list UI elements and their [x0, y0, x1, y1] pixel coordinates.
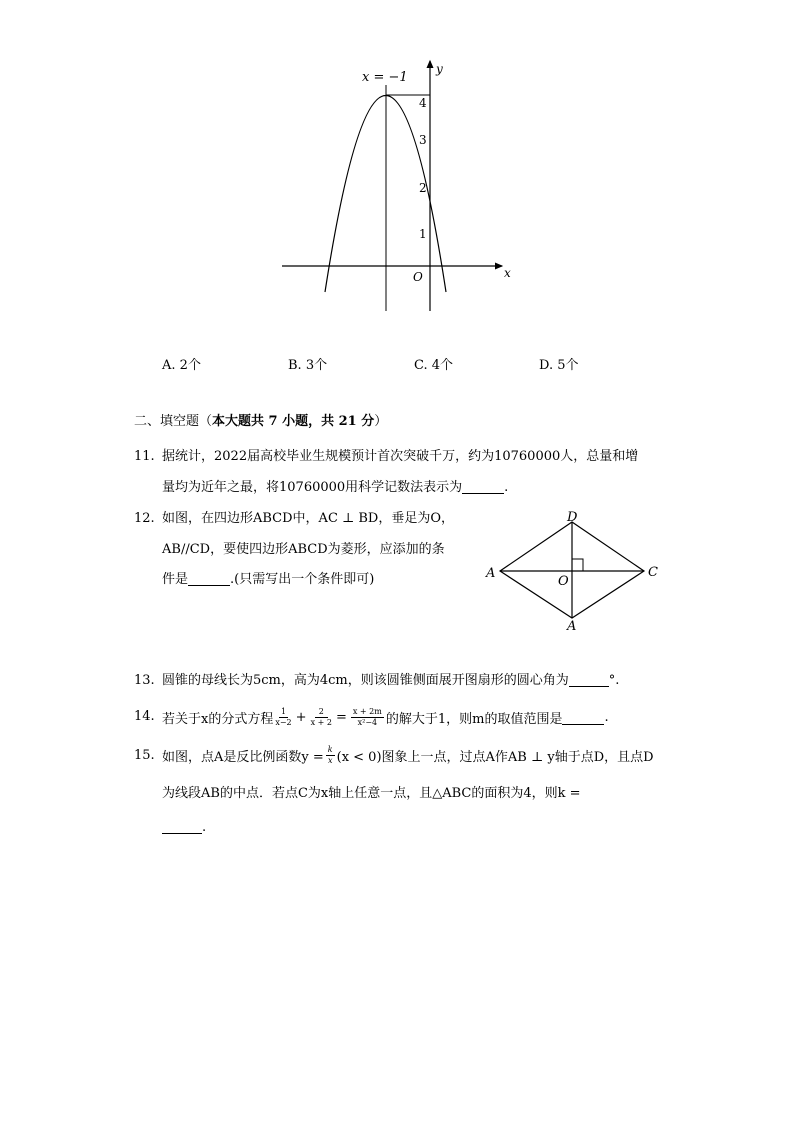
x-axis-label: x — [504, 266, 511, 280]
choice-c — [414, 354, 453, 373]
q14-answer-blank[interactable] — [562, 710, 604, 725]
q15-fraction: $\frac{k}{x}$ — [327, 744, 333, 765]
choice-b — [288, 354, 327, 373]
y-tick-1: 1 — [419, 227, 427, 241]
choice-b-value: 3个 — [305, 358, 328, 373]
q12-answer-blank[interactable] — [188, 571, 230, 586]
vertex-c-label: C — [648, 565, 658, 580]
y-tick-4: 4 — [419, 96, 427, 110]
q13-answer-blank[interactable] — [569, 672, 609, 687]
q14-fraction-2: $\frac{2}{x + 2}$ — [310, 706, 332, 727]
q14-fraction-1: 1 x−2 — [275, 706, 292, 727]
q15-line1: 如图，点A是反比例函数y = $\frac{k}{x}$ (x < 0)图象上一点，过点A作AB ⊥ y轴于点D，且点D — [162, 744, 654, 765]
q14-text: 若关于x的分式方程 1 x−2 + $\frac{2}{x + 2}$ = $\frac{x + 2m}{\text{x²−4}}$ 的解大于1，则m的取值范围是 . — [162, 706, 609, 727]
y-tick-3: 3 — [419, 133, 427, 147]
parabola-figure — [270, 55, 530, 320]
q12-line2: AB//CD，要使四边形ABCD为菱形，应添加的条 — [162, 542, 445, 557]
choice-d-value: 5个 — [557, 358, 579, 373]
q13-text: 圆锥的母线长为5cm，高为4cm，则该圆锥侧面展开图扇形的圆心角为 °. — [162, 673, 620, 688]
origin-label: O — [413, 270, 423, 284]
rhombus-figure — [478, 506, 668, 636]
q11-line1: 据统计，2022届高校毕业生规模预计首次突破千万，约为10760000人，总量和增 — [162, 449, 639, 464]
q14-number: 14. — [134, 709, 155, 724]
q12-line1: 如图，在四边形ABCD中，AC ⊥ BD，垂足为O， — [162, 511, 455, 526]
q12-line3: 件是 .(只需写出一个条件即可) — [162, 572, 375, 587]
q15-line3: . — [162, 818, 206, 838]
choice-a — [162, 354, 201, 373]
choice-a-key: A. — [162, 358, 176, 373]
q14-fraction-3: $\frac{x + 2m}{\text{x²−4}}$ — [352, 706, 382, 727]
q12-number: 12. — [134, 511, 155, 526]
q11-number: 11. — [134, 449, 155, 464]
choice-a-value: 2个 — [179, 358, 201, 373]
right-angle-mark — [572, 559, 583, 571]
choice-c-key: C. — [414, 358, 428, 373]
q15-number: 15. — [134, 748, 155, 763]
vertex-a-left-label: A — [486, 566, 496, 581]
q11-answer-blank[interactable] — [462, 479, 504, 494]
choice-b-key: B. — [288, 358, 302, 373]
section-heading: 二、填空题（本大题共 7 小题，共 21 分） — [134, 414, 388, 429]
choice-d-key: D. — [539, 358, 554, 373]
symmetry-line-label: x = −1 — [362, 70, 408, 85]
vertex-a-bottom-label: A — [567, 619, 577, 634]
choice-c-value: 4个 — [431, 358, 454, 373]
choice-d — [539, 354, 579, 373]
center-o-label: O — [558, 574, 569, 589]
y-tick-2: 2 — [419, 181, 427, 195]
q11-line2: 量均为近年之最，将10760000用科学记数法表示为 . — [162, 480, 509, 495]
y-axis-label: y — [436, 62, 443, 76]
q13-number: 13. — [134, 673, 155, 688]
q15-line2: 为线段AB的中点．若点C为x轴上任意一点，且△ABC的面积为4，则k = — [162, 786, 581, 801]
q15-answer-blank[interactable] — [162, 819, 202, 834]
vertex-d-label: D — [567, 510, 578, 525]
